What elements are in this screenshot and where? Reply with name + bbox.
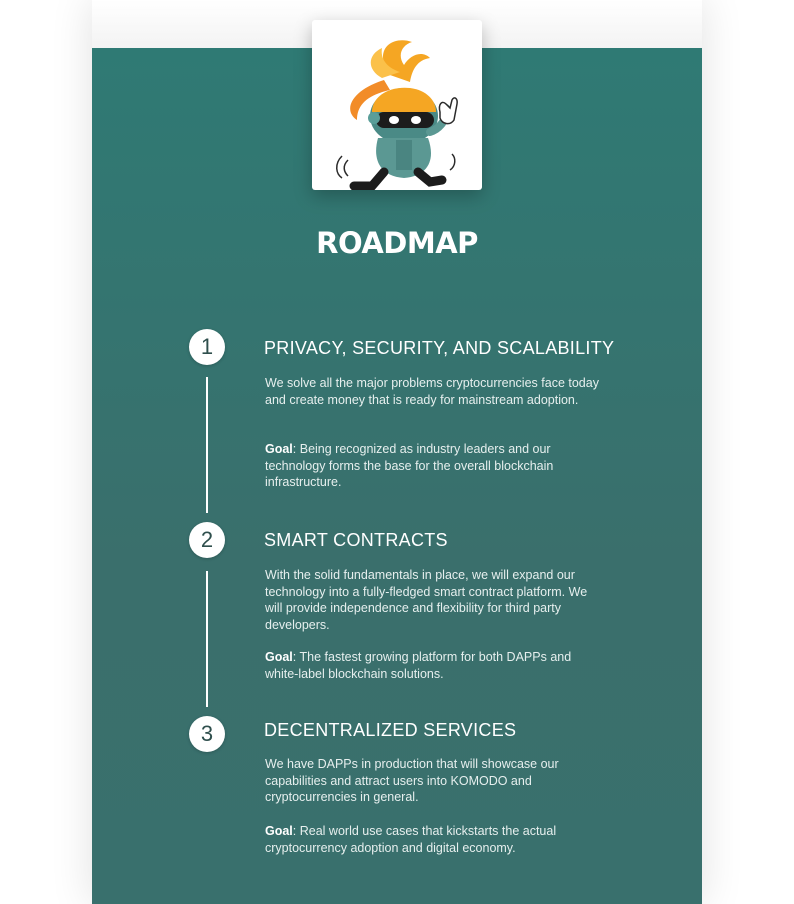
page-title: ROADMAP: [316, 226, 478, 260]
goal-body: : The fastest growing platform for both DAPPs and white-label blockchain solutions.: [265, 650, 572, 681]
step-connector-1: [206, 377, 208, 513]
step-2-title: SMART CONTRACTS: [264, 530, 448, 550]
step-connector-2: [206, 571, 208, 707]
step-1-number: 1: [189, 329, 225, 365]
logo-card: [312, 20, 482, 190]
step-2-description: With the solid fundamentals in place, we will expand our technology into a fully-fledged smart contract platform. We will provide independence and flexibility for third party developers.: [265, 568, 588, 632]
roadmap-page: [92, 0, 702, 904]
step-3-goal: [265, 823, 605, 856]
goal-label: Goal: [265, 824, 293, 838]
step-1-description: We solve all the major problems cryptocurrencies face today and create money that is ready for mainstream adoption.: [265, 376, 599, 407]
step-1-title: PRIVACY, SECURITY, AND SCALABILITY: [264, 338, 615, 358]
knight-mascot-icon: [312, 20, 482, 190]
step-1-goal: [265, 441, 605, 491]
goal-body: : Being recognized as industry leaders and our technology forms the base for the overall blockchain infrastructure.: [265, 442, 554, 490]
step-3-number: 3: [189, 716, 225, 752]
step-3-title: DECENTRALIZED SERVICES: [264, 720, 517, 740]
goal-label: Goal: [265, 442, 293, 456]
step-3-description: We have DAPPs in production that will showcase our capabilities and attract users into KOMODO and cryptocurrencies in general.: [265, 757, 559, 805]
step-2-number: 2: [189, 522, 225, 558]
goal-label: Goal: [265, 650, 293, 664]
step-2-goal: [265, 649, 605, 682]
goal-body: : Real world use cases that kickstarts the actual cryptocurrency adoption and digital economy.: [265, 824, 557, 855]
